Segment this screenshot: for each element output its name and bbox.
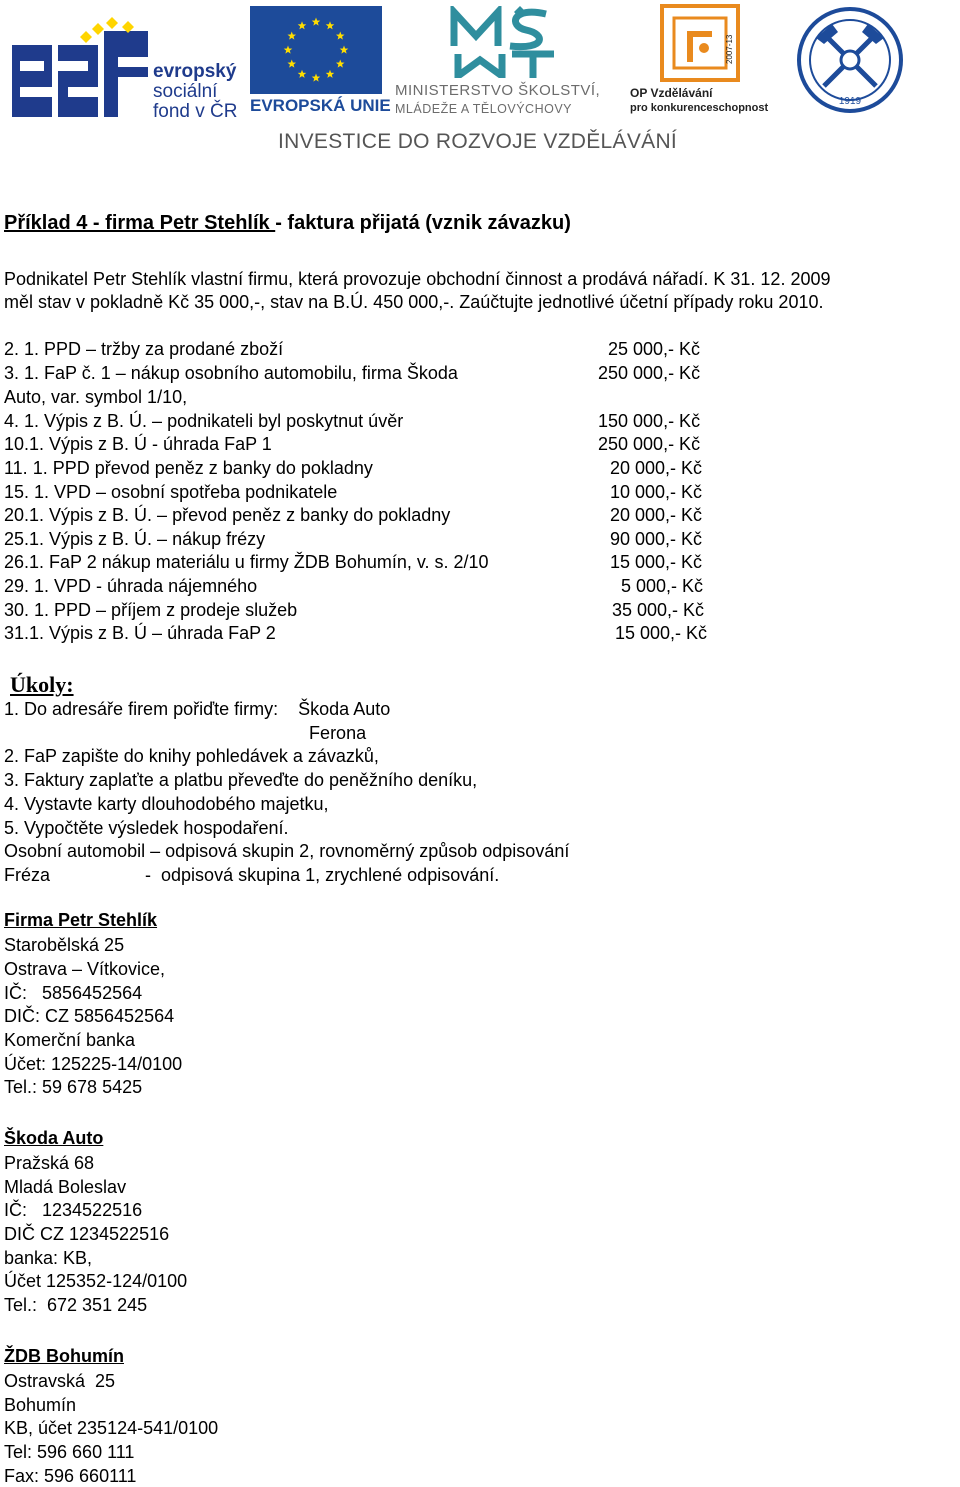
- firm-line: Pražská 68: [4, 1153, 95, 1173]
- task-item: 2. FaP zapište do knihy pohledávek a závazků,: [4, 746, 379, 766]
- title-underlined: Příklad 4 - firma Petr Stehlík: [4, 212, 276, 234]
- firm-line: banka: KB,: [4, 1248, 93, 1268]
- msmt-mark-icon: [450, 6, 560, 78]
- eu-flag-icon: [250, 6, 382, 94]
- header-logos: [0, 0, 960, 165]
- transaction-label: 15. 1. VPD – osobní spotřeba podnikatele: [4, 482, 338, 502]
- transaction-amount: 15 000,- Kč: [615, 623, 708, 643]
- eu-caption: EVROPSKÁ UNIE: [250, 96, 391, 115]
- task-item: Fréza - odpisová skupina 1, zrychlené odpisování.: [4, 865, 500, 885]
- firm-line: Tel.: 672 351 245: [4, 1295, 148, 1315]
- firm-line: Tel: 596 660 111: [4, 1442, 135, 1462]
- firm-name: Škoda Auto: [4, 1128, 104, 1148]
- transaction-amount: 35 000,- Kč: [612, 600, 705, 620]
- school-seal-icon: [796, 6, 904, 114]
- eu-logo: [250, 6, 391, 118]
- transaction-label: 3. 1. FaP č. 1 – nákup osobního automobilu, firma Škoda: [4, 363, 458, 383]
- msmt-line-2: MLÁDEŽE A TĚLOVÝCHOVY: [395, 102, 572, 116]
- transaction-amount: 250 000,- Kč: [598, 434, 701, 454]
- transaction-label: 2. 1. PPD – tržby za prodané zboží: [4, 339, 284, 359]
- transaction-amount: 20 000,- Kč: [610, 458, 703, 478]
- transaction-label: 29. 1. VPD - úhrada nájemného: [4, 576, 258, 596]
- intro-line-1: Podnikatel Petr Stehlík vlastní firmu, která provozuje obchodní činnost a prodává nářadí. K 31. 12. 2009: [4, 269, 831, 289]
- transaction-label: 30. 1. PPD – příjem z prodeje služeb: [4, 600, 298, 620]
- op-logo: [630, 4, 780, 119]
- msmt-line-1: MINISTERSTVO ŠKOLSTVÍ,: [395, 82, 601, 99]
- transaction-amount: 5 000,- Kč: [621, 576, 704, 596]
- op-year: 2007-13: [725, 34, 734, 64]
- transaction-label: 11. 1. PPD převod peněz z banky do pokladny: [4, 458, 373, 478]
- firm-line: Ostravská 25: [4, 1371, 116, 1391]
- firm-line: Komerční banka: [4, 1030, 136, 1050]
- investice-slogan: INVESTICE DO ROZVOJE VZDĚLÁVÁNÍ: [278, 130, 678, 153]
- firm-line: DIČ: CZ 5856452564: [4, 1006, 175, 1026]
- esf-line-2: sociální: [153, 81, 218, 102]
- transaction-amount: 15 000,- Kč: [610, 552, 703, 572]
- transaction-amount: 250 000,- Kč: [598, 363, 701, 383]
- title-rest: - faktura přijatá (vznik závazku): [275, 212, 571, 234]
- transaction-amount: 10 000,- Kč: [610, 482, 703, 502]
- firm-line: IČ: 5856452564: [4, 983, 143, 1003]
- tasks-heading: Úkoly:: [10, 672, 74, 697]
- transaction-label: 26.1. FaP 2 nákup materiálu u firmy ŽDB Bohumín, v. s. 2/10: [4, 552, 489, 572]
- transaction-amount: 25 000,- Kč: [608, 339, 701, 359]
- task-item: 4. Vystavte karty dlouhodobého majetku,: [4, 794, 329, 814]
- transaction-label: 20.1. Výpis z B. Ú. – převod peněz z banky do pokladny: [4, 505, 451, 525]
- firm-name: Firma Petr Stehlík: [4, 910, 158, 930]
- msmt-logo: [395, 6, 625, 116]
- page-title: [4, 212, 571, 235]
- transaction-amount: 90 000,- Kč: [610, 529, 703, 549]
- transaction-amount: 150 000,- Kč: [598, 411, 701, 431]
- transaction-label: 25.1. Výpis z B. Ú. – nákup frézy: [4, 529, 266, 549]
- task-item: Osobní automobil – odpisová skupin 2, rovnoměrný způsob odpisování: [4, 841, 570, 861]
- transaction-amount: 20 000,- Kč: [610, 505, 703, 525]
- task-item: 5. Vypočtěte výsledek hospodaření.: [4, 818, 289, 838]
- firm-line: IČ: 1234522516: [4, 1200, 143, 1220]
- op-line-1: OP Vzdělávání: [630, 86, 713, 100]
- firm-line: Starobělská 25: [4, 935, 125, 955]
- transaction-label: Auto, var. symbol 1/10,: [4, 387, 188, 407]
- op-mark-icon: [660, 4, 740, 82]
- transaction-label: 4. 1. Výpis z B. Ú. – podnikateli byl poskytnut úvěr: [4, 411, 404, 431]
- esf-line-1: evropský: [153, 61, 237, 82]
- firm-line: Fax: 596 660111: [4, 1466, 137, 1486]
- firm-line: DIČ CZ 1234522516: [4, 1224, 170, 1244]
- op-line-2: pro konkurenceschopnost: [630, 102, 769, 114]
- transaction-label: 31.1. Výpis z B. Ú – úhrada FaP 2: [4, 623, 276, 643]
- firm-line: Tel.: 59 678 5425: [4, 1077, 143, 1097]
- task-item: 1. Do adresáře firem pořiďte firmy: Škoda Auto: [4, 699, 391, 719]
- firm-line: Účet: 125225-14/0100: [4, 1054, 183, 1074]
- esf-mark-icon: [12, 17, 152, 117]
- firm-line: Bohumín: [4, 1395, 77, 1415]
- transaction-label: 10.1. Výpis z B. Ú - úhrada FaP 1: [4, 434, 272, 454]
- firm-line: Mladá Boleslav: [4, 1177, 127, 1197]
- firm-line: KB, účet 235124-541/0100: [4, 1418, 219, 1438]
- firm-name: ŽDB Bohumín: [4, 1346, 124, 1366]
- firm-line: Účet 125352-124/0100: [4, 1271, 188, 1291]
- seal-year: 1919: [838, 96, 862, 107]
- firm-line: Ostrava – Vítkovice,: [4, 959, 166, 979]
- task-item: Ferona: [4, 723, 367, 743]
- esf-line-3: fond v ČR: [153, 101, 238, 122]
- esf-logo: [12, 12, 247, 122]
- intro-line-2: měl stav v pokladně Kč 35 000,-, stav na B.Ú. 450 000,-. Zaúčtujte jednotlivé účetní případy roku 2010.: [4, 292, 824, 312]
- task-item: 3. Faktury zaplaťte a platbu převeďte do peněžního deníku,: [4, 770, 478, 790]
